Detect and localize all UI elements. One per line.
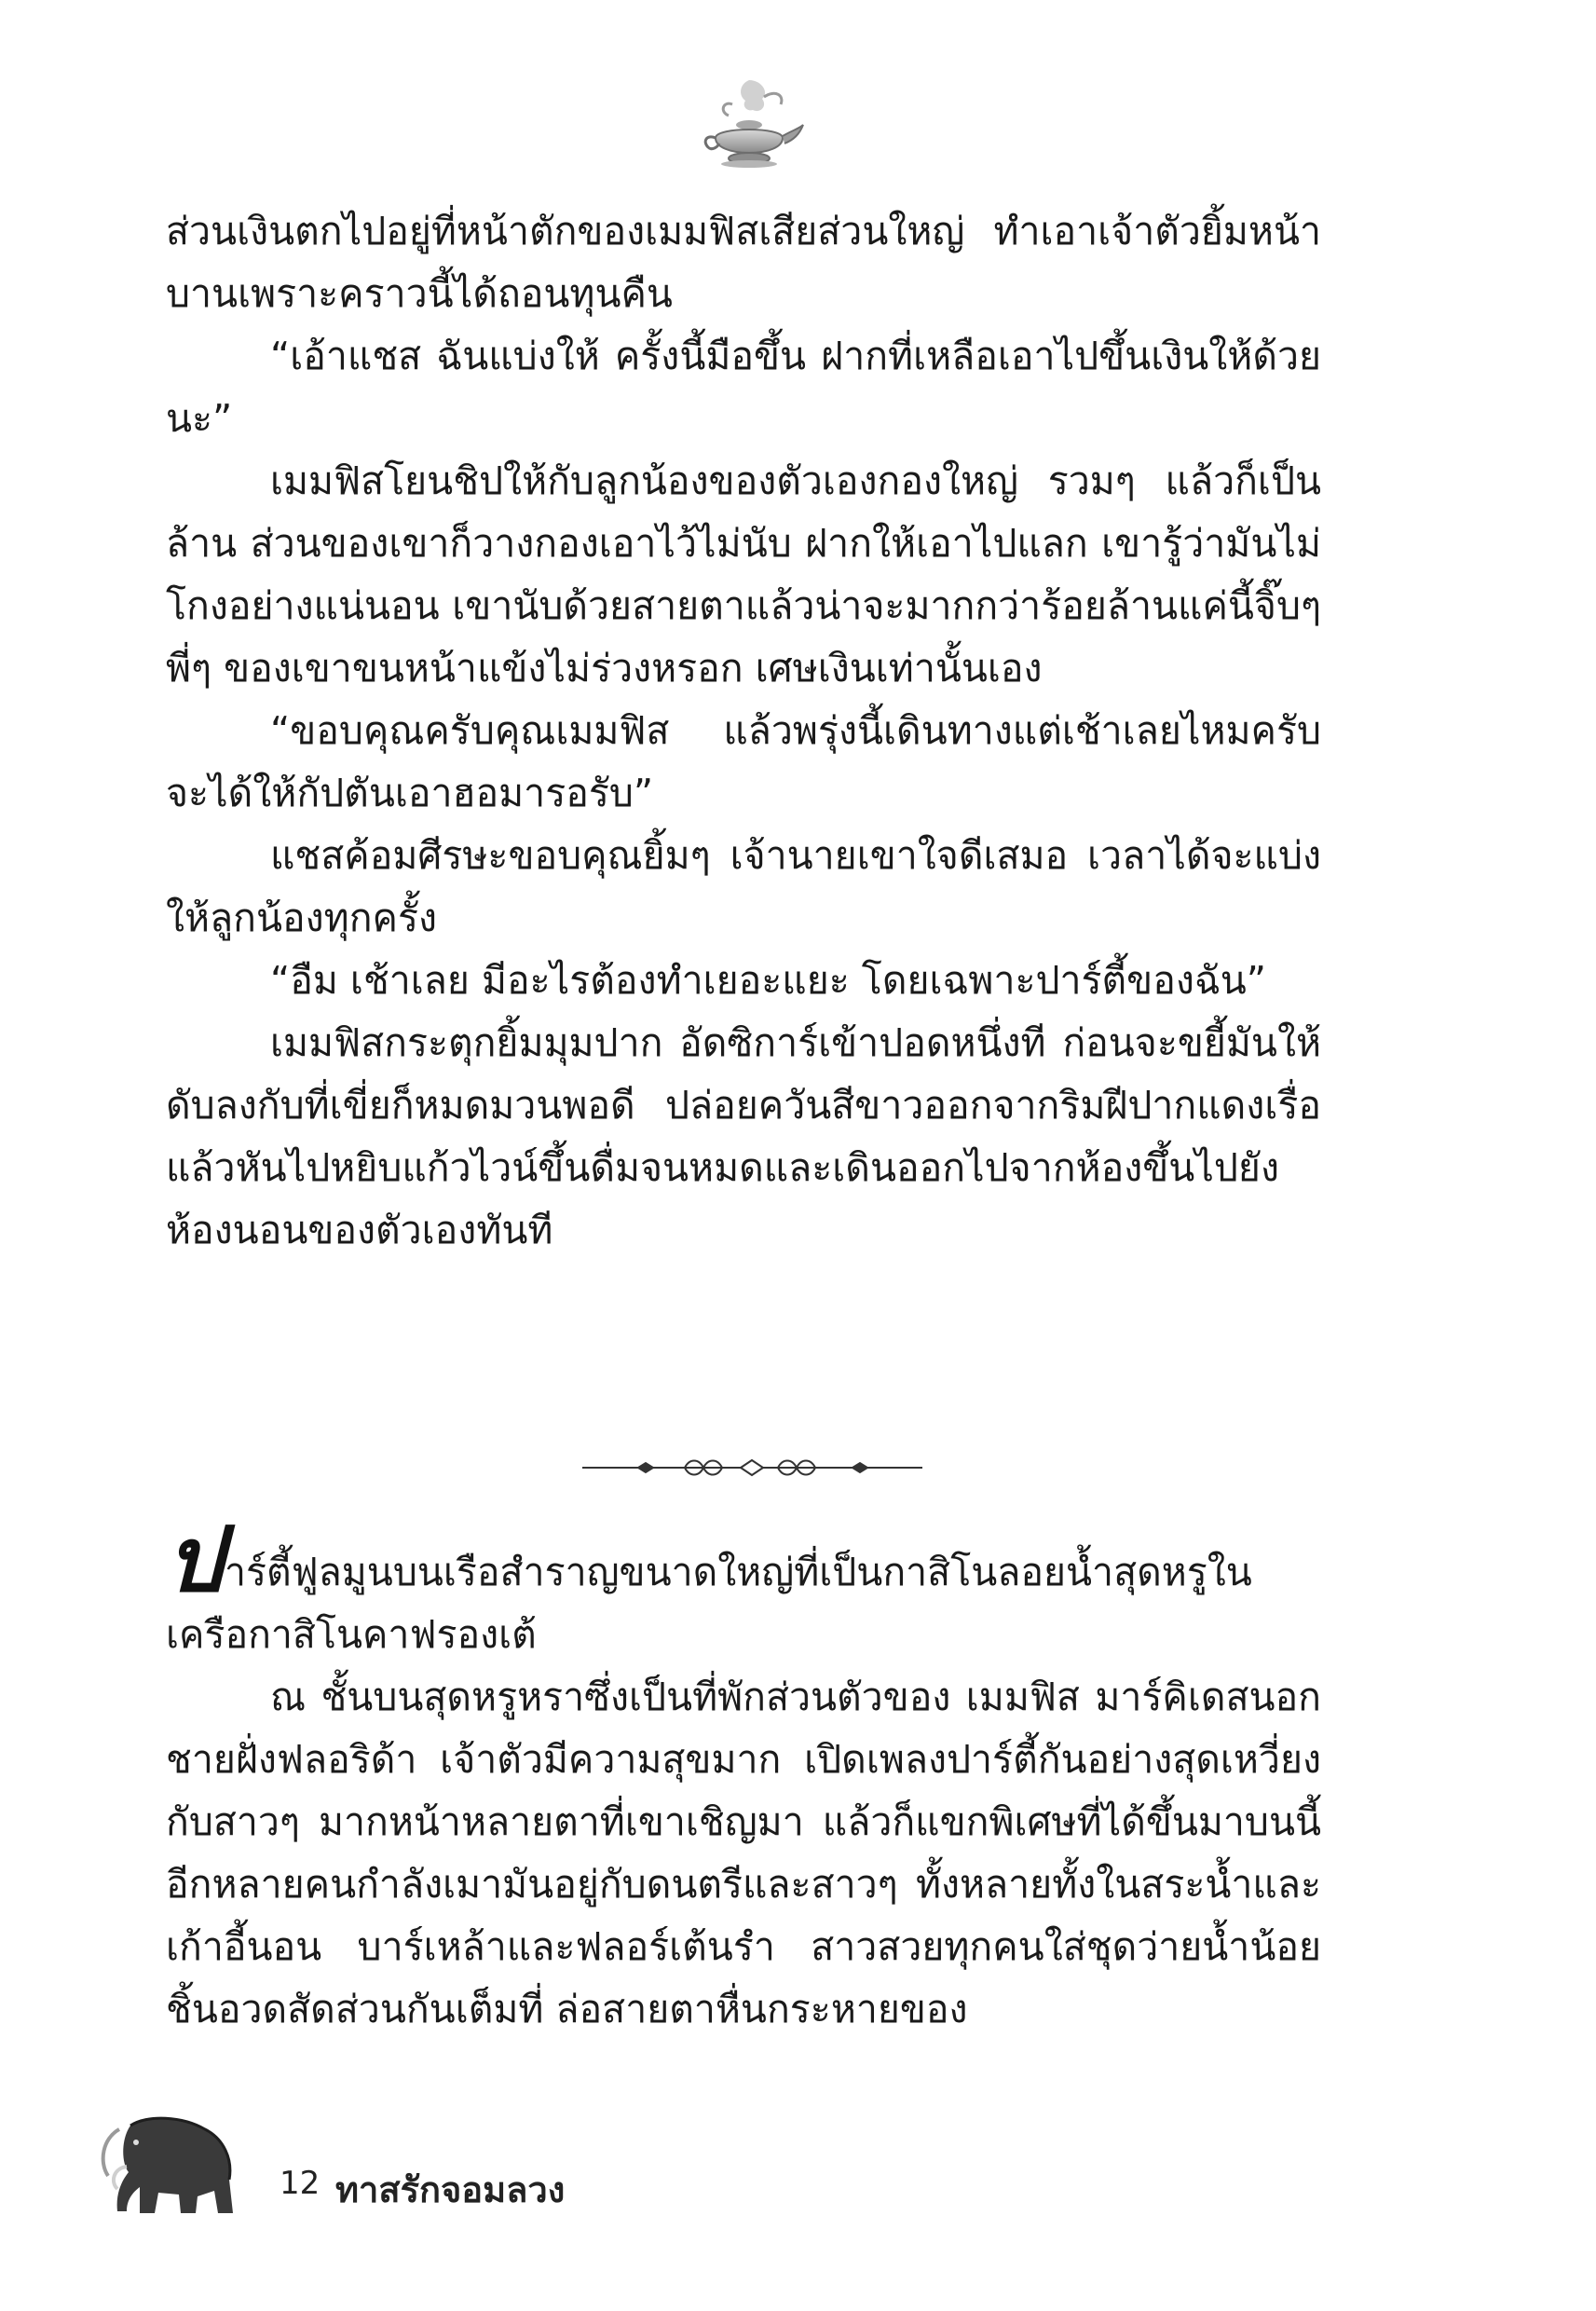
book-title: ทาสรักจอมลวง [335, 2169, 566, 2210]
paragraph: “ขอบคุณครับคุณเมมฟิส แล้วพรุ่งนี้เดินทางแต่เช้าเลยไหมครับจะได้ให้กัปตันเอาฮอมารอรับ” [166, 708, 1321, 815]
drop-cap: ป [166, 1507, 223, 1612]
paragraph: ส่วนเงินตกไปอยู่ที่หน้าตักของเมมฟิสเสียส่วนใหญ่ ทำเอาเจ้าตัวยิ้มหน้าบานเพราะคราวนี้ได้ถอนทุนคืน [166, 209, 1321, 316]
paragraph: เมมฟิสโยนชิปให้กับลูกน้องของตัวเองกองใหญ่ รวมๆ แล้วก็เป็นล้าน ส่วนของเขาก็วางกองเอาไว้ไม่นับ ฝากให้เอาไปแลก เขารู้ว่ามันไม่โกงอย่างแน่นอน เขานับด้วยสายตาแล้วน่าจะมากกว่าร้อยล้านแค่นี้จิ๊บๆ พี่ๆ ของเขาขนหน้าแข้งไม่ร่วงหรอก เศษเงินเท่านั้นเอง [166, 458, 1321, 691]
page-number: 12 [280, 2165, 321, 2202]
section-2-text [166, 1507, 1321, 2041]
paragraph: แชสค้อมศีรษะขอบคุณยิ้มๆ เจ้านายเขาใจดีเสมอ เวลาได้จะแบ่งให้ลูกน้องทุกครั้ง [166, 833, 1321, 940]
genie-lamp-ornament-icon [695, 73, 807, 171]
section-1-text [166, 200, 1321, 1262]
section-divider-icon [582, 1454, 922, 1482]
paragraph: ณ ชั้นบนสุดหรูหราซึ่งเป็นที่พักส่วนตัวของ เมมฟิส มาร์คิเดสนอกชายฝั่งฟลอริด้า เจ้าตัวมีความสุขมาก เปิดเพลงปาร์ตี้กันอย่างสุดเหวี่ยงกับสาวๆ มากหน้าหลายตาที่เขาเชิญมา แล้วก็แขกพิเศษที่ได้ขึ้นมาบนนี้อีกหลายคนกำลังเมามันอยู่กับดนตรีและสาวๆ ทั้งหลายทั้งในสระน้ำและเก้าอี้นอน บาร์เหล้าและฟลอร์เต้นรำ สาวสวยทุกคนใส่ชุดว่ายน้ำน้อยชิ้นอวดสัดส่วนกันเต็มที่ ล่อสายตาหื่นกระหายของ [166, 1675, 1321, 2031]
mammoth-icon [93, 2111, 252, 2218]
paragraph: “อืม เช้าเลย มีอะไรต้องทำเยอะแยะ โดยเฉพาะปาร์ตี้ของฉัน” [270, 958, 1267, 1003]
page-footer [93, 2111, 745, 2222]
paragraph: เมมฟิสกระตุกยิ้มมุมปาก อัดซิการ์เข้าปอดหนึ่งที ก่อนจะขยี้มันให้ดับลงกับที่เขี่ยก็หมดมวนพอดี ปล่อยควันสีขาวออกจากริมฝีปากแดงเรื่อ แล้วหันไปหยิบแก้วไวน์ขึ้นดื่มจนหมดและเดินออกไปจากห้องขึ้นไปยังห้องนอนของตัวเองทันที [166, 1020, 1321, 1252]
paragraph-text: าร์ตี้ฟูลมูนบนเรือสำราญขนาดใหญ่ที่เป็นกาสิโนลอยน้ำสุดหรูในเครือกาสิโนคาฟรองเต้ [166, 1550, 1252, 1657]
paragraph-with-drop-cap [166, 1507, 1321, 1666]
paragraph: “เอ้าแชส ฉันแบ่งให้ ครั้งนี้มือขึ้น ฝากที่เหลือเอาไปขึ้นเงินให้ด้วยนะ” [166, 334, 1321, 441]
